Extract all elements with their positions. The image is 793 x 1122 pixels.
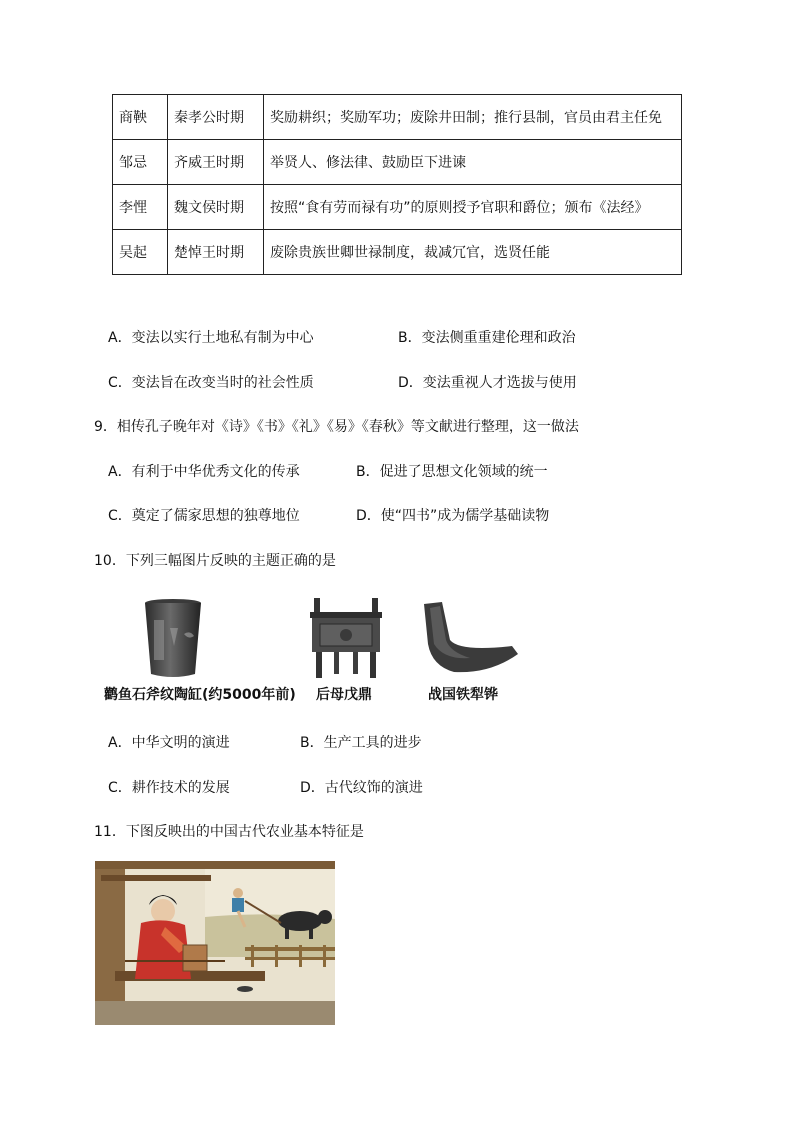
- q10-stem: 10．下列三幅图片反映的主题正确的是: [94, 553, 336, 569]
- table-cell-content: 按照“食有劳而禄有功”的原则授予官职和爵位；颁布《法经》: [264, 185, 682, 230]
- iron-plow-image: [420, 600, 520, 678]
- table-cell-period: 楚悼王时期: [168, 230, 264, 275]
- table-cell-person: 邹忌: [113, 140, 168, 185]
- table-cell-period: 齐威王时期: [168, 140, 264, 185]
- q8-option-d[interactable]: D．变法重视人才选拔与使用: [398, 375, 577, 391]
- pottery-jar-image: [140, 598, 206, 680]
- ding-vessel-image: [306, 596, 386, 680]
- table-row: [113, 140, 682, 185]
- caption-pottery-jar: 鹳鱼石斧纹陶缸(约5000年前): [104, 687, 296, 703]
- table-row: [113, 230, 682, 275]
- q9-option-a[interactable]: A．有利于中华优秀文化的传承: [108, 464, 300, 480]
- table-cell-period: 魏文侯时期: [168, 185, 264, 230]
- q9-option-b[interactable]: B．促进了思想文化领域的统一: [356, 464, 548, 480]
- q9-option-d[interactable]: D．使“四书”成为儒学基础读物: [356, 508, 550, 524]
- q9-option-c[interactable]: C．奠定了儒家思想的独尊地位: [108, 508, 300, 524]
- table-cell-content: 奖励耕织；奖励军功；废除井田制；推行县制，官员由君主任免: [264, 95, 682, 140]
- q8-option-b[interactable]: B．变法侧重重建伦理和政治: [398, 330, 576, 346]
- table-cell-content: 废除贵族世卿世禄制度，裁减冗官，选贤任能: [264, 230, 682, 275]
- q8-option-c[interactable]: C．变法旨在改变当时的社会性质: [108, 375, 314, 391]
- table-row: [113, 95, 682, 140]
- q9-stem: 9．相传孔子晚年对《诗》《书》《礼》《易》《春秋》等文献进行整理，这一做法: [94, 419, 579, 435]
- reform-table: [112, 94, 682, 275]
- q11-stem: 11．下图反映出的中国古代农业基本特征是: [94, 824, 364, 840]
- caption-ding: 后母戊鼎: [316, 687, 372, 703]
- table-row: [113, 185, 682, 230]
- table-cell-person: 吴起: [113, 230, 168, 275]
- table-cell-person: 李悝: [113, 185, 168, 230]
- table-cell-person: 商鞅: [113, 95, 168, 140]
- q10-option-b[interactable]: B．生产工具的进步: [300, 735, 422, 751]
- q10-option-c[interactable]: C．耕作技术的发展: [108, 780, 230, 796]
- farming-weaving-painting: [95, 861, 335, 1025]
- caption-plow: 战国铁犁铧: [428, 687, 498, 703]
- q10-option-d[interactable]: D．古代纹饰的演进: [300, 780, 423, 796]
- q8-option-a[interactable]: A．变法以实行土地私有制为中心: [108, 330, 314, 346]
- table-cell-content: 举贤人、修法律、鼓励臣下进谏: [264, 140, 682, 185]
- q10-option-a[interactable]: A．中华文明的演进: [108, 735, 230, 751]
- table-cell-period: 秦孝公时期: [168, 95, 264, 140]
